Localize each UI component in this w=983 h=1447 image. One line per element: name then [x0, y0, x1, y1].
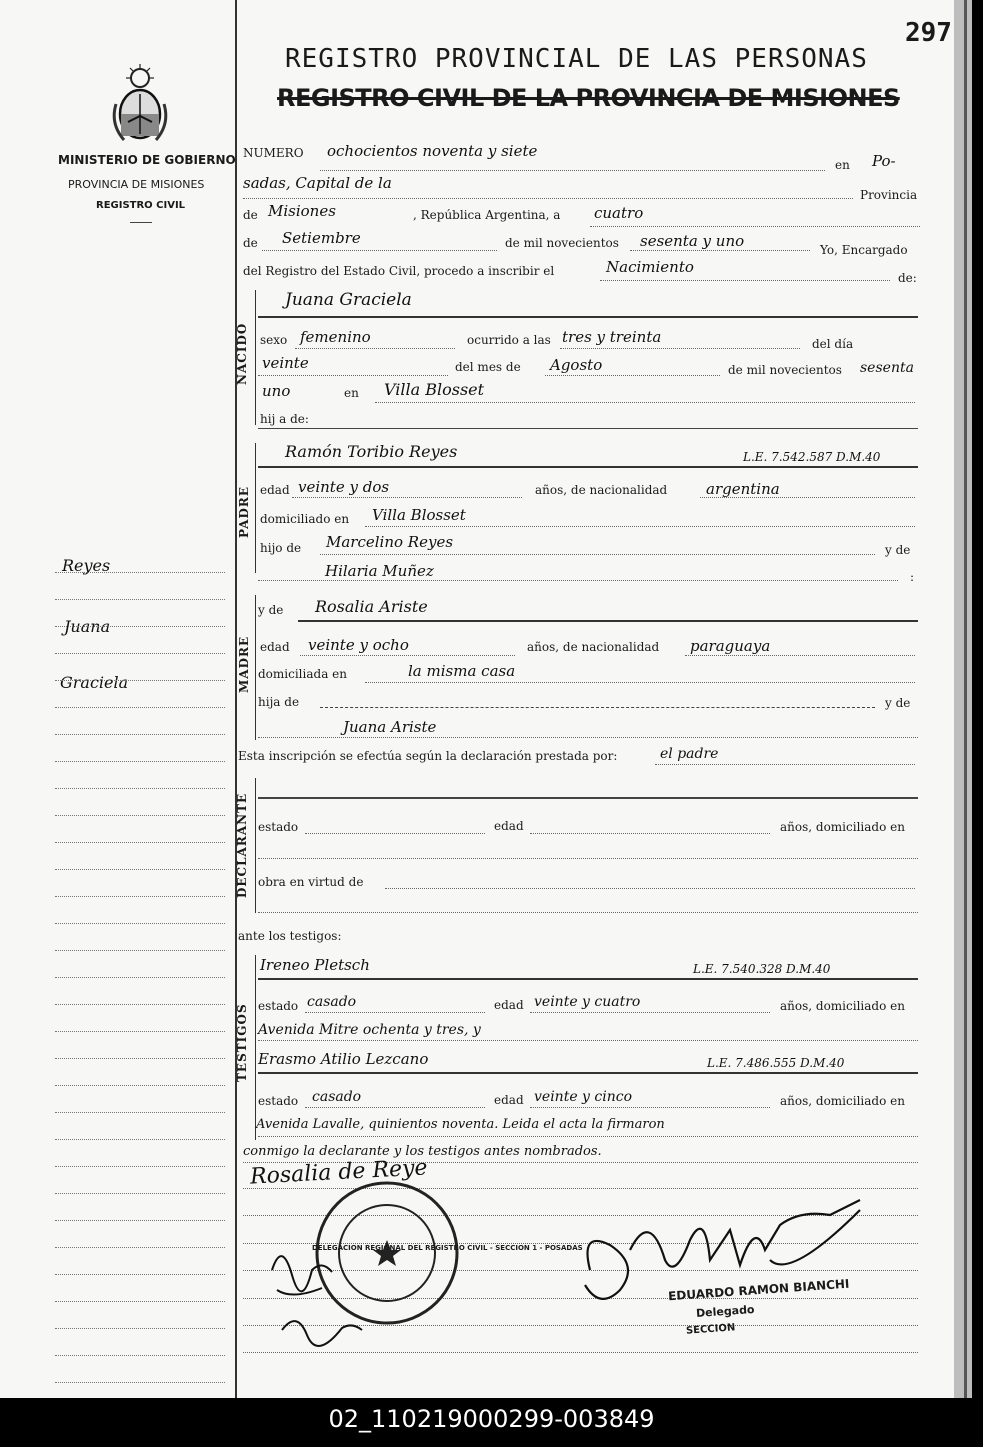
padre-father-line: [320, 554, 875, 555]
testigo1-dom-label: años, domiciliado en: [780, 999, 905, 1013]
anio-value-2: uno: [262, 382, 291, 400]
declaracion-value: el padre: [660, 746, 719, 762]
section-label-testigos: TESTIGOS: [235, 1003, 249, 1082]
office-name: REGISTRO CIVIL: [96, 200, 186, 211]
testigos-intro: ante los testigos:: [238, 929, 342, 943]
margin-note-second-name: Graciela: [60, 673, 129, 692]
declarante-edad-label: edad: [494, 819, 524, 833]
year-value: sesenta y uno: [640, 232, 745, 250]
padre-bracket: [255, 443, 256, 573]
padre-dom-line: [365, 526, 915, 527]
padre-doc: L.E. 7.542.587 D.M.40: [743, 450, 881, 464]
testigo2-edad: veinte y cinco: [534, 1089, 633, 1105]
dia-line: [258, 375, 448, 376]
witness-signatures-icon: [262, 1230, 372, 1350]
declarante-obra-label: obra en virtud de: [258, 875, 364, 889]
declarante-bottom-line: [258, 912, 918, 913]
official-section-stamp: SECCION: [685, 1322, 736, 1337]
year-label: de mil novecientos: [505, 236, 619, 250]
madre-name: Rosalia Ariste: [315, 597, 428, 616]
en-label: en: [835, 158, 850, 172]
declarante-dom-line: [258, 858, 918, 859]
margin-line: [55, 1247, 225, 1248]
testigo2-edad-label: edad: [494, 1093, 524, 1107]
testigo1-name: Ireneo Pletsch: [260, 956, 370, 974]
declaracion-line: [655, 764, 915, 765]
testigo2-edad-line: [530, 1107, 770, 1108]
padre-edad-line: [292, 497, 522, 498]
testigo2-estado-label: estado: [258, 1094, 299, 1108]
madre-nac-label: años, de nacionalidad: [527, 640, 660, 654]
margin-line: [55, 1139, 225, 1140]
nacido-bottom-line: [258, 428, 918, 429]
madre-bracket: [255, 595, 256, 740]
testigo1-estado-label: estado: [258, 999, 299, 1013]
margin-note-surname: Reyes: [62, 556, 111, 575]
margin-line: [55, 1193, 225, 1194]
madre-dom-value: la misma casa: [408, 662, 516, 680]
lugar-value: Villa Blosset: [384, 380, 485, 399]
nacido-name: Juana Graciela: [285, 290, 412, 310]
ocurrido-label: ocurrido a las: [467, 333, 551, 347]
margin-line: [55, 1004, 225, 1005]
padre-colon: :: [910, 570, 915, 584]
day-value: cuatro: [594, 204, 644, 222]
margin-line: [55, 1058, 225, 1059]
anio-label: de mil novecientos: [728, 363, 842, 377]
margin-line: [55, 599, 225, 600]
margin-line: [55, 923, 225, 924]
province-value: Misiones: [268, 202, 336, 220]
testigo2-dom-label: años, domiciliado en: [780, 1094, 905, 1108]
margin-line: [55, 950, 225, 951]
testigos-bracket: [255, 955, 256, 1140]
testigo2-estado: casado: [312, 1089, 362, 1105]
madre-name-line: [298, 620, 918, 622]
margin-line: [55, 680, 225, 681]
testigo2-doc: L.E. 7.486.555 D.M.40: [707, 1056, 845, 1070]
provincia-label: Provincia: [860, 188, 918, 202]
declarante-bracket: [255, 778, 256, 913]
padre-dom-label: domiciliado en: [260, 512, 350, 526]
encargado-text: Yo, Encargado: [820, 243, 908, 257]
sexo-line: [295, 348, 455, 349]
official-role-stamp: Delegado: [695, 1302, 755, 1321]
republica-text: , República Argentina, a: [413, 208, 561, 222]
testigo2-dom-line: [258, 1136, 918, 1137]
testigo1-dom: Avenida Mitre ochenta y tres, y: [258, 1022, 481, 1038]
numero-label: NUMERO: [243, 146, 304, 160]
registro-line: [600, 280, 890, 281]
year-line: [630, 250, 810, 251]
declarante-name-line: [258, 797, 918, 799]
page-number: 297: [905, 18, 952, 48]
registro-text: del Registro del Estado Civil, procedo a inscribir el: [243, 264, 555, 278]
province-name: PROVINCIA DE MISIONES: [68, 178, 205, 191]
official-signature-icon: [570, 1190, 870, 1320]
padre-edad-value: veinte y dos: [298, 478, 390, 496]
numero-value: ochocientos noventa y siete: [327, 142, 538, 160]
declarante-edad-line: [530, 833, 770, 834]
month-line: [262, 250, 497, 251]
margin-line: [55, 1382, 225, 1383]
nacido-name-line: [258, 316, 918, 318]
padre-y-de: y de: [885, 543, 911, 557]
book-spine: [954, 0, 972, 1398]
official-name-stamp: EDUARDO RAMON BIANCHI: [667, 1276, 850, 1304]
testigo1-edad-label: edad: [494, 998, 524, 1012]
padre-nac-label: años, de nacionalidad: [535, 483, 668, 497]
margin-line: [55, 653, 225, 654]
de-colon: de:: [898, 271, 917, 285]
mes-value: Agosto: [550, 356, 603, 374]
margin-line: [55, 1301, 225, 1302]
section-label-padre: PADRE: [237, 486, 251, 538]
registro-value: Nacimiento: [606, 258, 694, 276]
madre-y-de: y de: [885, 696, 911, 710]
lugar-line: [375, 402, 915, 403]
margin-line: [55, 1355, 225, 1356]
padre-mother-value: Hilaria Muñez: [325, 562, 434, 580]
section-label-nacido: NACIDO: [235, 322, 249, 385]
testigo1-edad: veinte y cuatro: [534, 994, 641, 1010]
margin-line: [55, 626, 225, 627]
madre-nac-line: [685, 655, 915, 656]
declarante-estado-line: [305, 833, 485, 834]
margin-note-first-name: Juana: [64, 617, 111, 636]
testigo2-estado-line: [305, 1107, 485, 1108]
mes-line: [545, 375, 720, 376]
margin-line: [55, 842, 225, 843]
padre-nac-line: [700, 497, 915, 498]
struck-title: REGISTRO CIVIL DE LA PROVINCIA DE MISIONES: [277, 84, 900, 112]
margin-line: [55, 707, 225, 708]
margin-line: [55, 1166, 225, 1167]
testigo1-name-line: [258, 978, 918, 980]
madre-dom-line: [365, 682, 915, 683]
declarante-obra-line: [385, 888, 915, 889]
anio-value-1: sesenta: [860, 360, 914, 376]
padre-hijo-label: hijo de: [260, 541, 302, 555]
ministry-name: MINISTERIO DE GOBIERNO: [58, 153, 236, 167]
book-spine-edge: [964, 0, 967, 1398]
hora-value: tres y treinta: [562, 328, 662, 346]
testigo1-estado-line: [305, 1012, 485, 1013]
madre-nac-value: paraguaya: [690, 637, 771, 655]
month-value: Setiembre: [282, 229, 361, 247]
margin-line: [55, 734, 225, 735]
declarante-dom-label: años, domiciliado en: [780, 820, 905, 834]
margin-line: [55, 977, 225, 978]
office-underline: [130, 222, 152, 223]
padre-mother-line: [258, 580, 898, 581]
testigo1-estado: casado: [307, 994, 357, 1010]
dia-value: veinte: [262, 354, 309, 372]
madre-mother-value: Juana Ariste: [343, 718, 437, 736]
testigo2-name-line: [258, 1072, 918, 1074]
margin-line: [55, 1112, 225, 1113]
madre-dom-label: domiciliada en: [258, 667, 347, 681]
de-month-label: de: [243, 236, 258, 250]
padre-name-line: [258, 466, 918, 468]
margin-line: [55, 1031, 225, 1032]
day-line: [590, 226, 920, 227]
testigo1-dom-line: [258, 1040, 918, 1041]
section-label-madre: MADRE: [237, 635, 251, 693]
signature-line-7: [243, 1352, 918, 1353]
lugar-en-label: en: [344, 386, 359, 400]
padre-edad-label: edad: [260, 483, 290, 497]
dia-label: del día: [812, 337, 854, 351]
testigo2-name: Erasmo Atilio Lezcano: [258, 1050, 429, 1068]
sexo-label: sexo: [260, 333, 288, 347]
madre-edad-value: veinte y ocho: [308, 636, 409, 654]
margin-line: [55, 1274, 225, 1275]
hora-line: [560, 348, 800, 349]
closing-text: conmigo la declarante y los testigos antes nombrados.: [243, 1144, 602, 1159]
madre-mother-line: [258, 737, 918, 738]
declarante-estado-label: estado: [258, 820, 299, 834]
madre-hija-label: hija de: [258, 695, 300, 709]
image-id-footer: 02_110219000299-003849: [0, 1398, 983, 1447]
margin-line: [55, 1085, 225, 1086]
numero-line: [320, 170, 825, 171]
hijo-label: hij a de:: [260, 412, 309, 426]
declarant-signature: Rosalia de Reye: [249, 1155, 429, 1190]
declaracion-text: Esta inscripción se efectúa según la declaración prestada por:: [238, 749, 618, 763]
margin-line: [55, 1220, 225, 1221]
testigo1-doc: L.E. 7.540.328 D.M.40: [693, 962, 831, 976]
registry-title: REGISTRO PROVINCIAL DE LAS PERSONAS: [285, 44, 868, 74]
margin-line: [55, 896, 225, 897]
madre-edad-line: [300, 655, 515, 656]
sexo-value: femenino: [300, 328, 371, 346]
nacido-bracket: [255, 290, 256, 425]
place-line: [243, 198, 853, 199]
madre-y-de-label: y de: [258, 603, 284, 617]
en-value: Po-: [872, 152, 896, 170]
margin-line: [55, 761, 225, 762]
seal-text: DELEGACION REGIONAL DEL REGISTRO CIVIL - SECCION 1 - POSADAS: [312, 1244, 583, 1252]
mes-label: del mes de: [455, 360, 521, 374]
padre-dom-value: Villa Blosset: [372, 506, 466, 524]
place-value: sadas, Capital de la: [243, 174, 392, 192]
padre-name: Ramón Toribio Reyes: [285, 442, 458, 461]
padre-father-value: Marcelino Reyes: [326, 533, 454, 551]
margin-line: [55, 815, 225, 816]
testigo2-dom: Avenida Lavalle, quinientos noventa. Leida el acta la firmaron: [256, 1117, 665, 1132]
section-label-declarante: DECLARANTE: [235, 792, 249, 898]
margin-line: [55, 1328, 225, 1329]
de-label: de: [243, 208, 258, 222]
margin-line: [55, 572, 225, 573]
margin-divider: [235, 0, 237, 1398]
margin-line: [55, 788, 225, 789]
testigo1-edad-line: [530, 1012, 770, 1013]
madre-edad-label: edad: [260, 640, 290, 654]
coat-of-arms-icon: [108, 64, 172, 146]
padre-nac-value: argentina: [706, 480, 780, 498]
madre-father-line: [320, 707, 875, 708]
margin-line: [55, 869, 225, 870]
